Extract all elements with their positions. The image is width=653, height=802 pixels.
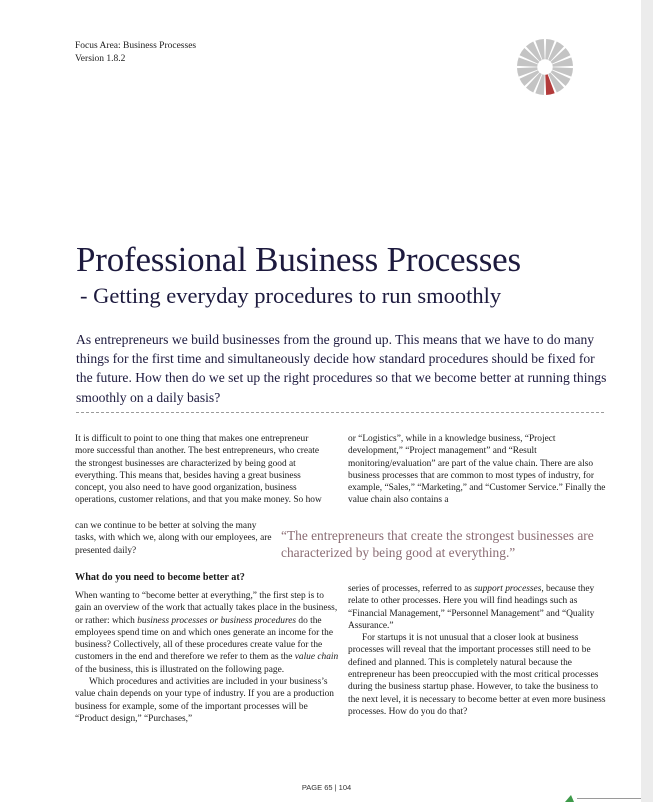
pull-quote: “The entrepreneurs that create the strongest businesses are characterized by being good at everything.” (281, 528, 594, 560)
body-paragraph: For startups it is not unusual that a closer look at business processes will reveal that the important processes still need to be defined and planned. This is completely natural because the entrepreneur has been preoccupied with the most critical processes during the business startup phase. However, to take the business to the next level, it is necessary to become better at even more business processes. How do you do that? (348, 633, 606, 717)
body-paragraph: When wanting to “become better at everything,” the first step is to gain an overview of the work that actually takes place in the business, or rather: which business processes or business procedures do the employees spend time on and which ones generate an income for the business? Collectively, all of these procedures create value for the customers in the end and therefore we refer to them as the value chain of the business, this is illustrated on the following page. (75, 591, 339, 675)
body-paragraph: can we continue to be better at solving the many tasks, with which we, along with our employees, are presented daily? (75, 521, 272, 556)
page-subtitle: - Getting everyday procedures to run smoothly (80, 283, 502, 308)
page-title: Professional Business Processes (76, 240, 521, 279)
column-1-bottom (75, 590, 340, 725)
page-number: PAGE 65 | 104 (301, 783, 352, 792)
body-paragraph: series of processes, referred to as support processes, because they relate to other processes. Here you will find headings such as “Financial Management,” “Personnel Management” and “Quality Assurance.” (348, 584, 595, 631)
section-heading: What do you need to become better at? (75, 572, 245, 583)
column-2-bottom (348, 583, 610, 718)
body-paragraph: Which procedures and activities are included in your business’s value chain depends on your type of industry. If you are a production business for example, some of the important processes will be “Product design,” “Purchases,” (75, 677, 334, 724)
body-paragraph: It is difficult to point to one thing that makes one entrepreneur more successful than another. The best entrepreneurs, who create the strongest businesses are characterized by being good at everything. This means that, besides having a great business concept, you also need to have good organization, business operations, customer relations, and that you make money. So how (75, 434, 322, 506)
document-header (75, 40, 196, 66)
section-divider (76, 412, 604, 413)
body-paragraph: or “Logistics”, while in a knowledge business, “Project development,” “Project management” and “Result monitoring/evaluation” are part of the value chain. There are also business processes that are common to most types of industry, for example, “Sales,” “Marketing,” and “Customer Service.” Finally the value chain also contains a (348, 434, 606, 506)
segmented-progress-wheel-icon (516, 38, 574, 96)
leaf-logo-icon (565, 794, 641, 802)
column-1-top (75, 433, 329, 507)
column-2-top (348, 433, 610, 507)
focus-area-label: Focus Area: Business Processes (75, 41, 197, 51)
intro-paragraph: As entrepreneurs we build businesses from the ground up. This means that we have to do many things for the first time and simultaneously decide how standard procedures should be fixed for the future. How then do we set up the right procedures so that we become better at running things smoothly on a daily basis? (76, 332, 607, 405)
column-1-narrow (75, 520, 275, 557)
page-edge-shadow (641, 0, 653, 802)
version-label: Version 1.8.2 (75, 54, 126, 64)
